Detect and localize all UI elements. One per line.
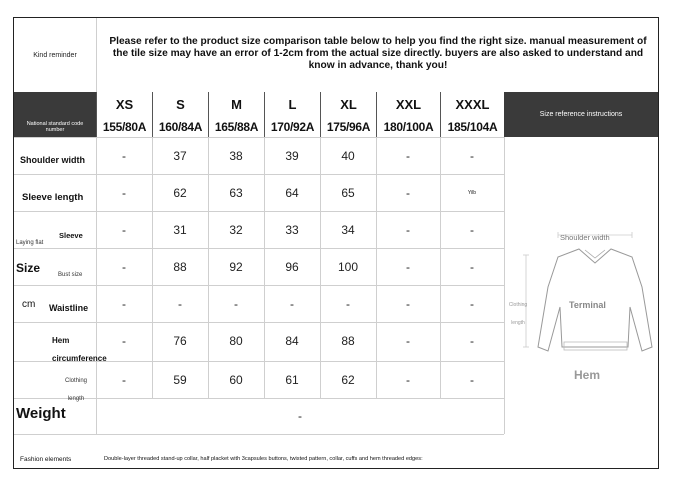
row-label-bust: Bust size <box>58 272 83 278</box>
grid-line <box>14 174 504 175</box>
cell: - <box>346 296 350 311</box>
cell: 80 <box>229 333 243 348</box>
row-label-waistline: Waistline <box>49 303 89 313</box>
cell: - <box>470 296 474 311</box>
cell: 96 <box>285 259 299 274</box>
notice-text: Please refer to the product size comparison table below to help you find the right size. manual measurement of the tile size may have an error of 1-2cm from the actual size directly. buyers are also asked to understand and know in advance, thank you! <box>109 36 647 71</box>
national-standard-label: National standard code number <box>14 116 96 137</box>
standard-code-xs: 155/80A <box>96 116 152 137</box>
grid-line <box>152 137 153 398</box>
cell: - <box>406 259 410 274</box>
standard-code-xxxl: 185/104A <box>440 116 504 137</box>
cell: 65 <box>341 185 355 200</box>
size-label: Size <box>16 261 41 275</box>
cell: 88 <box>173 259 187 274</box>
cell: - <box>122 148 126 163</box>
divider <box>96 18 97 92</box>
row-label-hem: Hem circumference <box>52 336 107 363</box>
cell: - <box>234 296 238 311</box>
cell: 31 <box>173 222 187 237</box>
cell: - <box>122 372 126 387</box>
grid-line <box>264 137 265 398</box>
size-header-xs: XS <box>96 92 152 116</box>
cell: 62 <box>173 185 187 200</box>
cell: - <box>178 296 182 311</box>
standard-code-xxl: 180/100A <box>376 116 440 137</box>
cell: 76 <box>173 333 187 348</box>
grid-line <box>14 211 504 212</box>
cell: 84 <box>285 333 299 348</box>
diagram-hem-label: Hem <box>574 368 601 382</box>
cell: 60 <box>229 372 243 387</box>
laying-flat-label: Laying flat <box>16 240 44 246</box>
cell: 37 <box>173 148 187 163</box>
grid-line <box>320 137 321 398</box>
diagram-length-label: Clothing length <box>508 302 528 326</box>
cell: - <box>122 296 126 311</box>
cell: 100 <box>337 259 359 274</box>
cell: 33 <box>285 222 299 237</box>
standard-code-s: 160/84A <box>152 116 208 137</box>
cell: - <box>470 148 474 163</box>
diagram-shoulder-label: Shoulder width <box>560 233 610 242</box>
cell: - <box>290 296 294 311</box>
row-label-sleeve: Sleeve <box>59 231 83 240</box>
cell: 38 <box>229 148 243 163</box>
size-header-xl: XL <box>320 92 376 116</box>
fashion-text: Double-layer threaded stand-up collar, half placket with 3capsules buttons, twisted pattern, collar, cuffs and hem threaded edges: <box>104 456 423 462</box>
cell: - <box>122 222 126 237</box>
grid-line <box>14 434 504 435</box>
cell: 92 <box>229 259 243 274</box>
fashion-label: Fashion elements <box>20 456 72 463</box>
cell: 63 <box>229 185 243 200</box>
grid-line <box>376 137 377 398</box>
standard-code-xl: 175/96A <box>320 116 376 137</box>
size-reference-label: Size reference instructions <box>504 92 658 137</box>
row-label-sleeve-length: Sleeve length <box>22 192 84 203</box>
garment-diagram <box>504 137 658 435</box>
grid-line <box>14 285 504 286</box>
cell: 34 <box>341 222 355 237</box>
cell: - <box>406 222 410 237</box>
standard-code-m: 165/88A <box>208 116 264 137</box>
cell: Yilb <box>467 189 477 196</box>
kind-reminder-label: Kind reminder <box>33 51 77 59</box>
size-header-s: S <box>152 92 208 116</box>
cell: - <box>406 148 410 163</box>
grid-line <box>440 137 441 398</box>
cell: - <box>470 259 474 274</box>
row-label-shoulder: Shoulder width <box>20 155 85 165</box>
grid-line <box>14 137 504 138</box>
cell: 59 <box>173 372 187 387</box>
standard-code-l: 170/92A <box>264 116 320 137</box>
sweater-outline <box>504 137 658 435</box>
cell: - <box>470 222 474 237</box>
cell: - <box>122 333 126 348</box>
cell: 40 <box>341 148 355 163</box>
size-header-xxl: XXL <box>376 92 440 116</box>
size-header-l: L <box>264 92 320 116</box>
cell: 64 <box>285 185 299 200</box>
diagram-brand-label: Terminal <box>569 300 606 310</box>
cell: - <box>470 372 474 387</box>
cell: - <box>406 372 410 387</box>
weight-label: Weight <box>16 405 66 422</box>
header-blank <box>14 92 96 116</box>
cell: 62 <box>341 372 355 387</box>
cell: 32 <box>229 222 243 237</box>
cell: 61 <box>285 372 299 387</box>
weight-value: - <box>298 409 302 423</box>
cell: - <box>406 296 410 311</box>
size-header-xxxl: XXXL <box>440 92 504 116</box>
grid-line <box>14 322 504 323</box>
cell: - <box>122 185 126 200</box>
cell: - <box>470 333 474 348</box>
grid-line <box>208 137 209 398</box>
size-header-m: M <box>208 92 264 116</box>
cm-label: cm <box>22 299 36 310</box>
cell: 88 <box>341 333 355 348</box>
cell: 39 <box>285 148 299 163</box>
cell: - <box>406 185 410 200</box>
cell: - <box>406 333 410 348</box>
row-label-clothing-length: Clothing length <box>64 378 87 402</box>
grid-line <box>14 248 504 249</box>
cell: - <box>122 259 126 274</box>
